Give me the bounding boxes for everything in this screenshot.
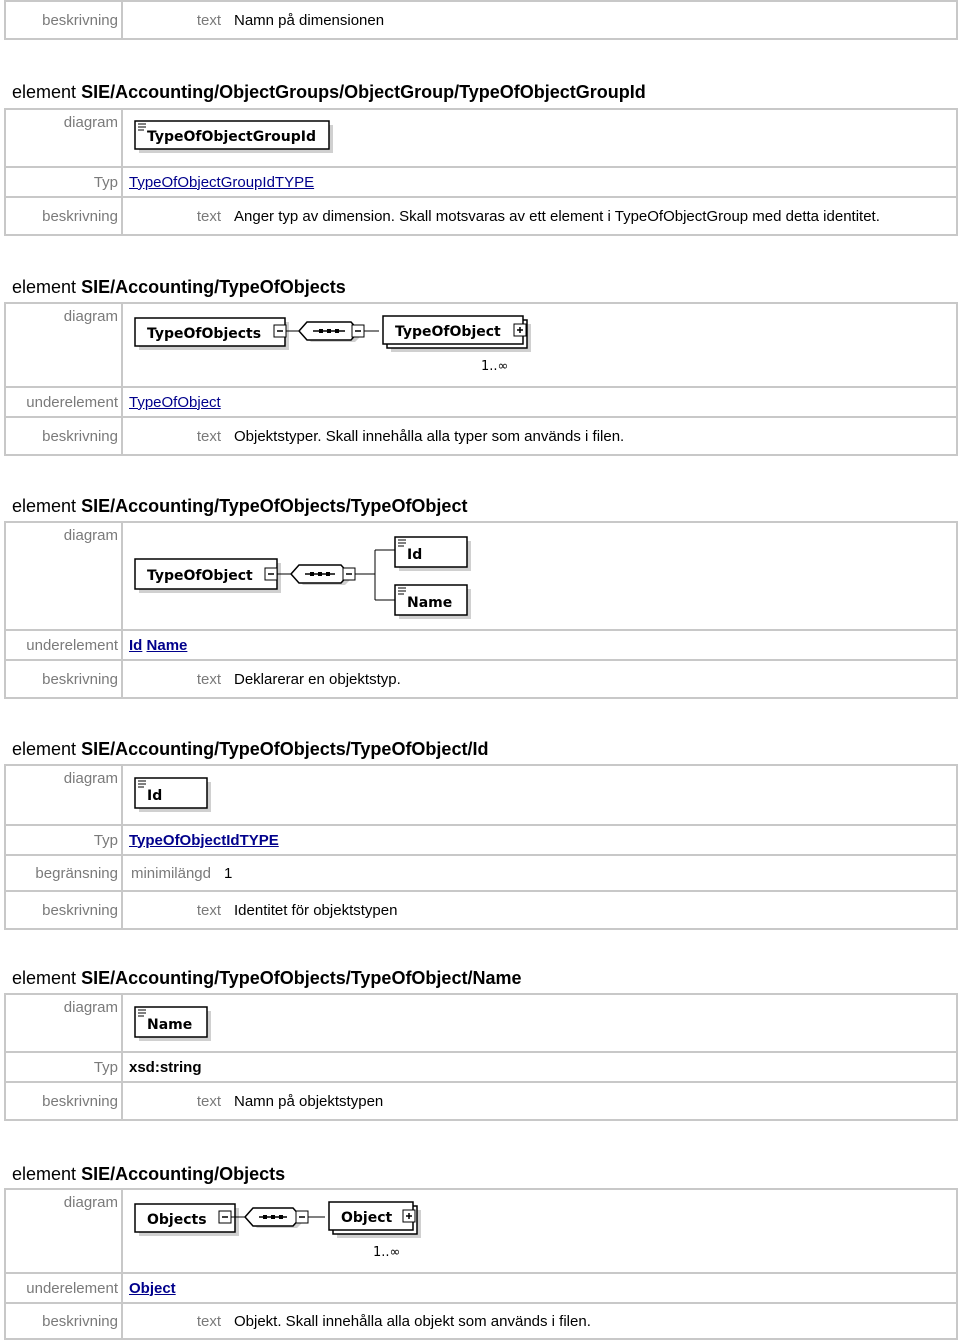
diagram-label: diagram: [6, 523, 123, 631]
underelement-link[interactable]: Name: [146, 636, 188, 654]
diagram-cell: [123, 110, 956, 168]
cardinality-label: 1..∞: [481, 359, 509, 374]
diagram-label: diagram: [6, 304, 123, 388]
type-value: xsd:string: [129, 1058, 202, 1076]
description-text: Namn på objektstypen: [234, 1092, 384, 1110]
element-diagram: [129, 110, 349, 162]
type-link[interactable]: TypeOfObjectIdTYPE: [129, 831, 279, 849]
description-text: Anger typ av dimension. Skall motsvaras av ett element i TypeOfObjectGroup med detta identitet.: [234, 207, 880, 225]
element-table: [4, 521, 958, 699]
text-key: text: [196, 901, 221, 919]
section-heading: element SIE/Accounting/Objects: [12, 1164, 286, 1184]
description-text: Deklarerar en objektstyp.: [234, 670, 401, 688]
underelement-label: underelement: [6, 631, 123, 661]
description-text: Objekt. Skall innehålla alla objekt som används i filen.: [234, 1312, 591, 1330]
child-box-label: Object: [341, 1210, 393, 1226]
element-path: SIE/Accounting/TypeOfObjects/TypeOfObject/Name: [81, 968, 522, 988]
diagram-box-label: Name: [147, 1017, 193, 1033]
diagram-label: diagram: [6, 995, 123, 1053]
diagram-label: diagram: [6, 1190, 123, 1274]
beskrivning-label: beskrivning: [6, 198, 123, 234]
parent-box-label: Objects: [147, 1212, 207, 1228]
typ-label: Typ: [6, 1053, 123, 1083]
element-path: SIE/Accounting/TypeOfObjects/TypeOfObject/Id: [81, 739, 489, 759]
child-box-label: Name: [407, 595, 453, 611]
beskrivning-label: beskrivning: [6, 418, 123, 454]
beskrivning-label: beskrivning: [6, 1304, 123, 1338]
underelement-label: underelement: [6, 1274, 123, 1304]
section-heading: element SIE/Accounting/TypeOfObjects: [12, 277, 346, 297]
element-diagram: [129, 995, 229, 1047]
diagram-label: diagram: [6, 110, 123, 168]
text-key: text: [196, 207, 221, 225]
underelement-label: underelement: [6, 388, 123, 418]
element-diagram: [129, 523, 489, 625]
section-heading: element SIE/Accounting/ObjectGroups/ObjectGroup/TypeOfObjectGroupId: [12, 82, 646, 102]
diagram-cell: [123, 766, 956, 826]
element-table: [4, 1188, 958, 1340]
typ-label: Typ: [6, 168, 123, 198]
section-heading: element SIE/Accounting/TypeOfObjects/TypeOfObject: [12, 496, 468, 516]
text-key: text: [196, 427, 221, 445]
diagram-label: diagram: [6, 766, 123, 826]
text-key: text: [196, 1092, 221, 1110]
underelement-link[interactable]: TypeOfObject: [129, 393, 221, 411]
description-text: Objektstyper. Skall innehålla alla typer som används i filen.: [234, 427, 625, 445]
diagram-cell: [123, 523, 956, 631]
element-diagram: [129, 304, 549, 382]
element-path: SIE/Accounting/TypeOfObjects: [81, 277, 346, 297]
element-path: SIE/Accounting/TypeOfObjects/TypeOfObject: [81, 496, 468, 516]
beskrivning-label: beskrivning: [6, 661, 123, 697]
underelement-link[interactable]: Object: [129, 1279, 176, 1297]
diagram-cell: [123, 1190, 956, 1274]
parent-box-label: TypeOfObject: [147, 568, 253, 584]
diagram-box-label: TypeOfObjectGroupId: [147, 129, 316, 145]
begransning-label: begränsning: [6, 856, 123, 892]
section-heading: element SIE/Accounting/TypeOfObjects/TypeOfObject/Id: [12, 739, 489, 759]
text-key: text: [196, 1312, 221, 1330]
type-link[interactable]: TypeOfObjectGroupIdTYPE: [129, 173, 315, 191]
minimilangd-key: minimilängd: [130, 864, 211, 882]
element-table: [4, 108, 958, 236]
cardinality-label: 1..∞: [373, 1245, 401, 1260]
element-table: [4, 993, 958, 1121]
element-path: SIE/Accounting/Objects: [81, 1164, 286, 1184]
beskrivning-label: beskrivning: [6, 1083, 123, 1119]
typ-label: Typ: [6, 826, 123, 856]
minimilangd-value: 1: [224, 864, 233, 882]
diagram-cell: [123, 304, 956, 388]
beskrivning-label: beskrivning: [6, 892, 123, 928]
description-text: Namn på dimensionen: [234, 11, 385, 29]
section-heading: element SIE/Accounting/TypeOfObjects/TypeOfObject/Name: [12, 968, 522, 988]
text-key: text: [196, 670, 221, 688]
diagram-box-label: Id: [147, 788, 163, 804]
top-partial-table: [4, 0, 958, 40]
parent-box-label: TypeOfObjects: [147, 326, 262, 342]
diagram-cell: [123, 995, 956, 1053]
underelement-link[interactable]: Id: [129, 636, 143, 654]
child-box-label: TypeOfObject: [395, 324, 501, 340]
beskrivning-label: beskrivning: [6, 2, 123, 38]
element-table: [4, 302, 958, 456]
element-diagram: [129, 1190, 449, 1268]
element-diagram: [129, 766, 229, 820]
description-text: Identitet för objektstypen: [234, 901, 398, 919]
text-key: text: [196, 11, 221, 29]
child-box-label: Id: [407, 547, 423, 563]
element-table: [4, 764, 958, 930]
element-path: SIE/Accounting/ObjectGroups/ObjectGroup/TypeOfObjectGroupId: [81, 82, 646, 102]
